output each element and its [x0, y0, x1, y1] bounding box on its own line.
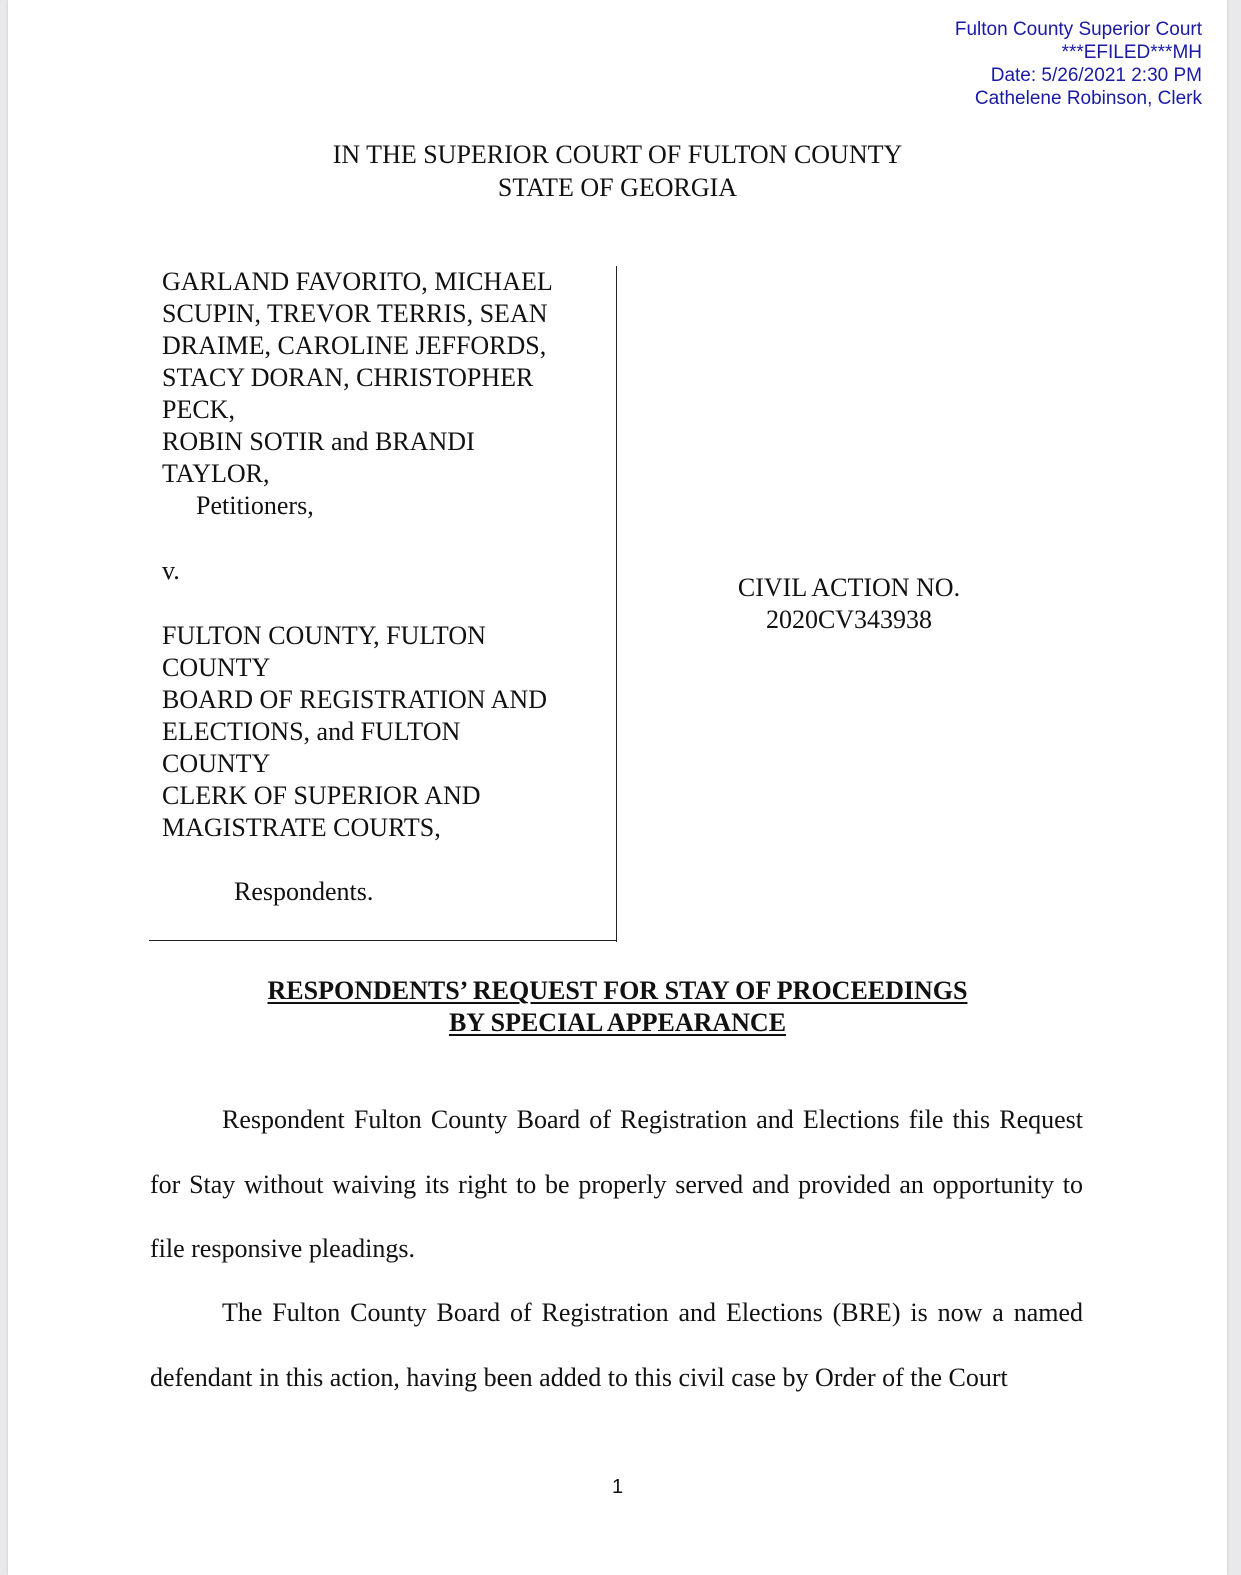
petitioner-line: PECK, [162, 395, 235, 424]
respondents-label: Respondents. [234, 877, 374, 906]
efiled-stamp [955, 18, 1202, 110]
petitioner-line: GARLAND FAVORITO, MICHAEL [162, 267, 553, 296]
petitioner-line: DRAIME, CAROLINE JEFFORDS, [162, 331, 547, 360]
page-number: 1 [611, 1476, 624, 1498]
petitioner-line: SCUPIN, TREVOR TERRIS, SEAN [162, 299, 548, 328]
caption-divider-vertical [616, 266, 617, 942]
respondent-line: MAGISTRATE COURTS, [162, 813, 441, 842]
court-state: STATE OF GEORGIA [497, 173, 738, 202]
respondent-line: ELECTIONS, and FULTON [162, 717, 461, 746]
petitioners-label: Petitioners, [196, 491, 314, 520]
versus-label: v. [162, 556, 180, 585]
petitioner-line: ROBIN SOTIR and BRANDI [162, 427, 475, 456]
caption-divider-horizontal [149, 940, 617, 941]
civil-action-number: 2020CV343938 [765, 605, 933, 634]
civil-action-label: CIVIL ACTION NO. [737, 573, 961, 602]
document-title [8, 975, 1227, 1039]
stamp-date: Date: 5/26/2021 2:30 PM [990, 65, 1202, 86]
paragraph-2-text: The Fulton County Board of Registration and Elections (BRE) is now a named defendant in this action, having been added to this civil case by Order of the Court [150, 1298, 1083, 1392]
body-paragraph-2 [150, 1281, 1083, 1410]
respondent-line: COUNTY [162, 653, 271, 682]
title-line-2: BY SPECIAL APPEARANCE [448, 1008, 787, 1037]
respondent-line: CLERK OF SUPERIOR AND [162, 781, 481, 810]
stamp-efiled: ***EFILED***MH [1061, 42, 1202, 63]
respondent-line: BOARD OF REGISTRATION AND [162, 685, 547, 714]
case-caption-parties [162, 266, 617, 908]
stamp-court-name: Fulton County Superior Court [954, 19, 1202, 40]
stamp-clerk: Cathelene Robinson, Clerk [974, 88, 1202, 109]
respondent-line: COUNTY [162, 749, 271, 778]
civil-action-block [628, 572, 1070, 636]
court-heading [8, 138, 1227, 204]
body-paragraph-1 [150, 1088, 1083, 1282]
document-page [8, 0, 1227, 1575]
petitioner-line: STACY DORAN, CHRISTOPHER [162, 363, 534, 392]
respondent-line: FULTON COUNTY, FULTON [162, 621, 486, 650]
title-line-1: RESPONDENTS’ REQUEST FOR STAY OF PROCEEDINGS [267, 976, 968, 1005]
paragraph-1-text: Respondent Fulton County Board of Registration and Elections file this Request for Stay without waiving its right to be properly served and provided an opportunity to file responsive pleadings. [150, 1105, 1083, 1263]
petitioner-line: TAYLOR, [162, 459, 270, 488]
court-name: IN THE SUPERIOR COURT OF FULTON COUNTY [332, 140, 903, 169]
